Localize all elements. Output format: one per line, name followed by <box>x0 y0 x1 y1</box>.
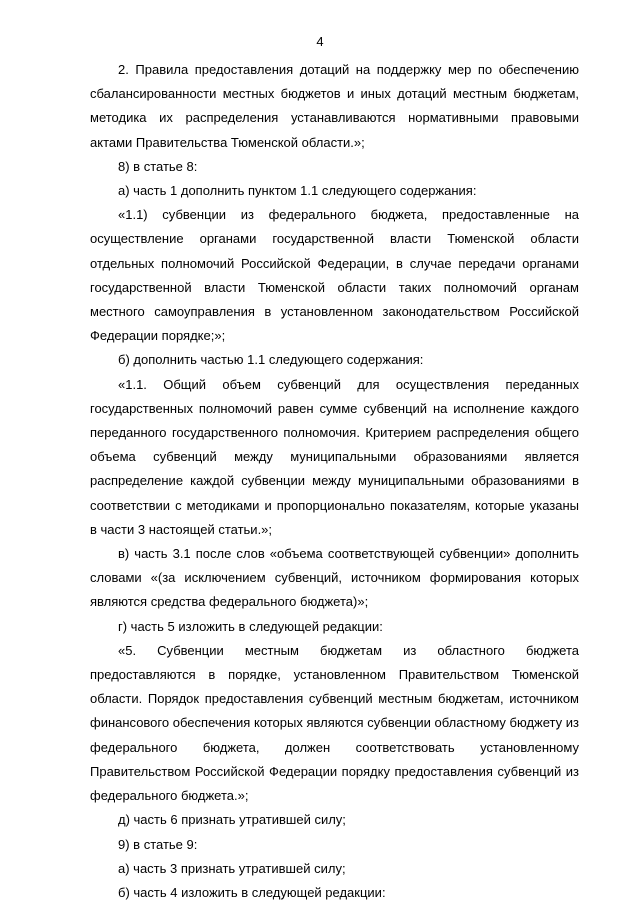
paragraph-article-8: 8) в статье 8: <box>118 158 198 174</box>
page-number: 4 <box>316 34 324 49</box>
paragraph-8g: г) часть 5 изложить в следующей редакции: <box>118 618 383 634</box>
paragraph-8d: д) часть 6 признать утратившей силу; <box>118 812 346 828</box>
paragraph-8v: в) часть 3.1 после слов «объема соответствующей субвенции» дополнить словами «(за исключением субвенций, источником формирования которых являются средства федерального бюджета)»; <box>90 546 579 610</box>
paragraph-9a: а) часть 3 признать утратившей силу; <box>118 860 346 876</box>
paragraph-part-1-1: «1.1. Общий объем субвенций для осуществления переданных государственных полномочий равен сумме субвенций на исполнение каждого переданного государственного полномочия. Критерием распределения общего объема субвенций между муниципальными образованиями является распределение каждой субвенции между муниципальными образованиями в соответствии с методиками и пропорционально показателям, которые указаны в части 3 настоящей статьи.»; <box>90 376 579 537</box>
paragraph-article-9: 9) в статье 9: <box>118 836 198 852</box>
paragraph-9b: б) часть 4 изложить в следующей редакции: <box>118 884 386 900</box>
paragraph-8a: а) часть 1 дополнить пунктом 1.1 следующего содержания: <box>118 183 477 199</box>
paragraph-rules-dotations: 2. Правила предоставления дотаций на поддержку мер по обеспечению сбалансированности местных бюджетов и иных дотаций местным бюджетам, методика их распределения устанавливаются нормативными правовыми актами Правительства Тюменской области.»; <box>90 62 579 150</box>
document-body <box>90 58 579 905</box>
paragraph-item-1-1: «1.1) субвенции из федерального бюджета, предоставленные на осуществление органами государственной власти Тюменской области отдельных полномочий Российской Федерации, в случае передачи органами государственной власти Тюменской области таких полномочий органам местного самоуправления в установленном законодательством Российской Федерации порядке;»; <box>90 207 579 344</box>
paragraph-part-5: «5. Субвенции местным бюджетам из областного бюджета предоставляются в порядке, установленном Правительством Тюменской области. Порядок предоставления субвенций местным бюджетам, источником финансового обеспечения которых являются субвенции областному бюджету из федерального бюджета, должен соответствовать установленному Правительством Российской Федерации порядку предоставления субвенций из федерального бюджета.»; <box>90 642 579 804</box>
paragraph-8b: б) дополнить частью 1.1 следующего содержания: <box>118 352 424 368</box>
